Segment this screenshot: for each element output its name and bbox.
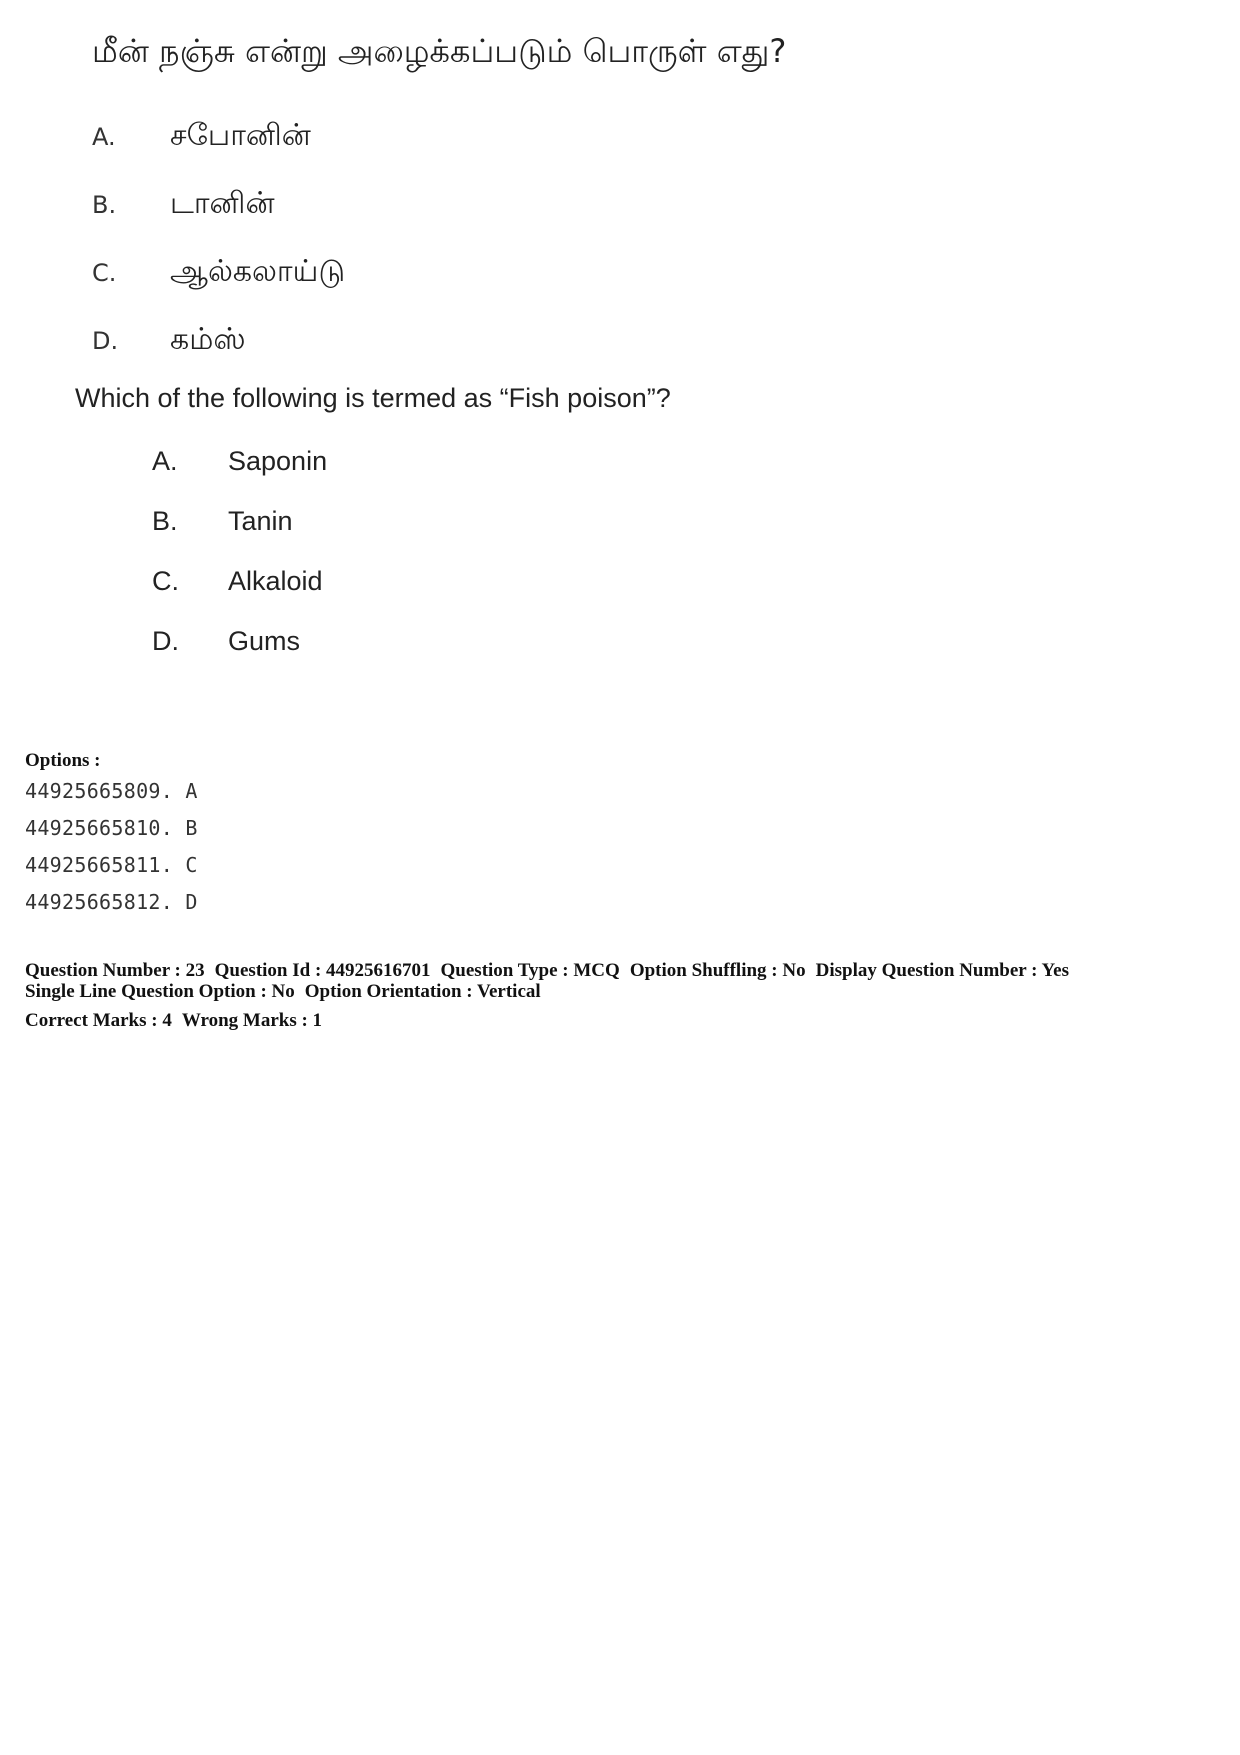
option-letter: D. — [152, 626, 179, 656]
option-letter: C. — [92, 259, 117, 287]
option-text: Gums — [228, 626, 301, 656]
option-shuffling: Option Shuffling : No — [629, 960, 806, 981]
tamil-option-d — [92, 322, 246, 361]
question-image — [70, 20, 1010, 680]
display-question-number: Display Question Number : Yes — [815, 960, 1069, 981]
options-label: Options : — [25, 750, 101, 771]
english-question-text: Which of the following is termed as “Fish poison”? — [75, 383, 671, 413]
wrong-marks: Wrong Marks : 1 — [181, 1010, 323, 1031]
tamil-option-a — [92, 118, 311, 157]
option-letter: B. — [152, 506, 178, 536]
tamil-option-b — [92, 186, 275, 225]
option-text: சபோனின் — [170, 118, 311, 153]
option-text: டானின் — [170, 186, 275, 221]
option-text: Tanin — [228, 506, 293, 536]
option-text: Saponin — [228, 446, 328, 476]
option-orientation: Option Orientation : Vertical — [304, 981, 541, 1002]
option-id-line: 44925665812. D — [25, 890, 198, 914]
question-info-line-1 — [25, 960, 1079, 981]
option-letter: B. — [92, 191, 117, 219]
english-option-c — [152, 566, 323, 597]
tamil-question-text: மீன் நஞ்சு என்று அழைக்கப்படும் பொருள் எது? — [92, 32, 787, 70]
single-line-option: Single Line Question Option : No — [25, 981, 295, 1002]
tamil-option-c — [92, 254, 345, 293]
english-option-b — [152, 506, 293, 537]
option-id-line: 44925665810. B — [25, 816, 198, 840]
option-id-line: 44925665811. C — [25, 853, 198, 877]
question-info-line-3 — [25, 1010, 332, 1031]
option-text: கம்ஸ் — [170, 322, 246, 357]
question-number: Question Number : 23 — [25, 960, 205, 981]
option-text: ஆல்கலாய்டு — [170, 254, 346, 289]
correct-marks: Correct Marks : 4 — [25, 1010, 172, 1031]
option-letter: A. — [92, 123, 116, 151]
question-id: Question Id : 44925616701 — [214, 960, 431, 981]
english-option-d — [152, 626, 300, 657]
option-id-line: 44925665809. A — [25, 779, 198, 803]
question-type: Question Type : MCQ — [440, 960, 620, 981]
english-option-a — [152, 446, 327, 477]
option-text: Alkaloid — [228, 566, 323, 596]
option-letter: A. — [152, 446, 178, 476]
option-letter: D. — [92, 327, 119, 355]
option-letter: C. — [152, 566, 179, 596]
question-info-line-2 — [25, 981, 551, 1002]
